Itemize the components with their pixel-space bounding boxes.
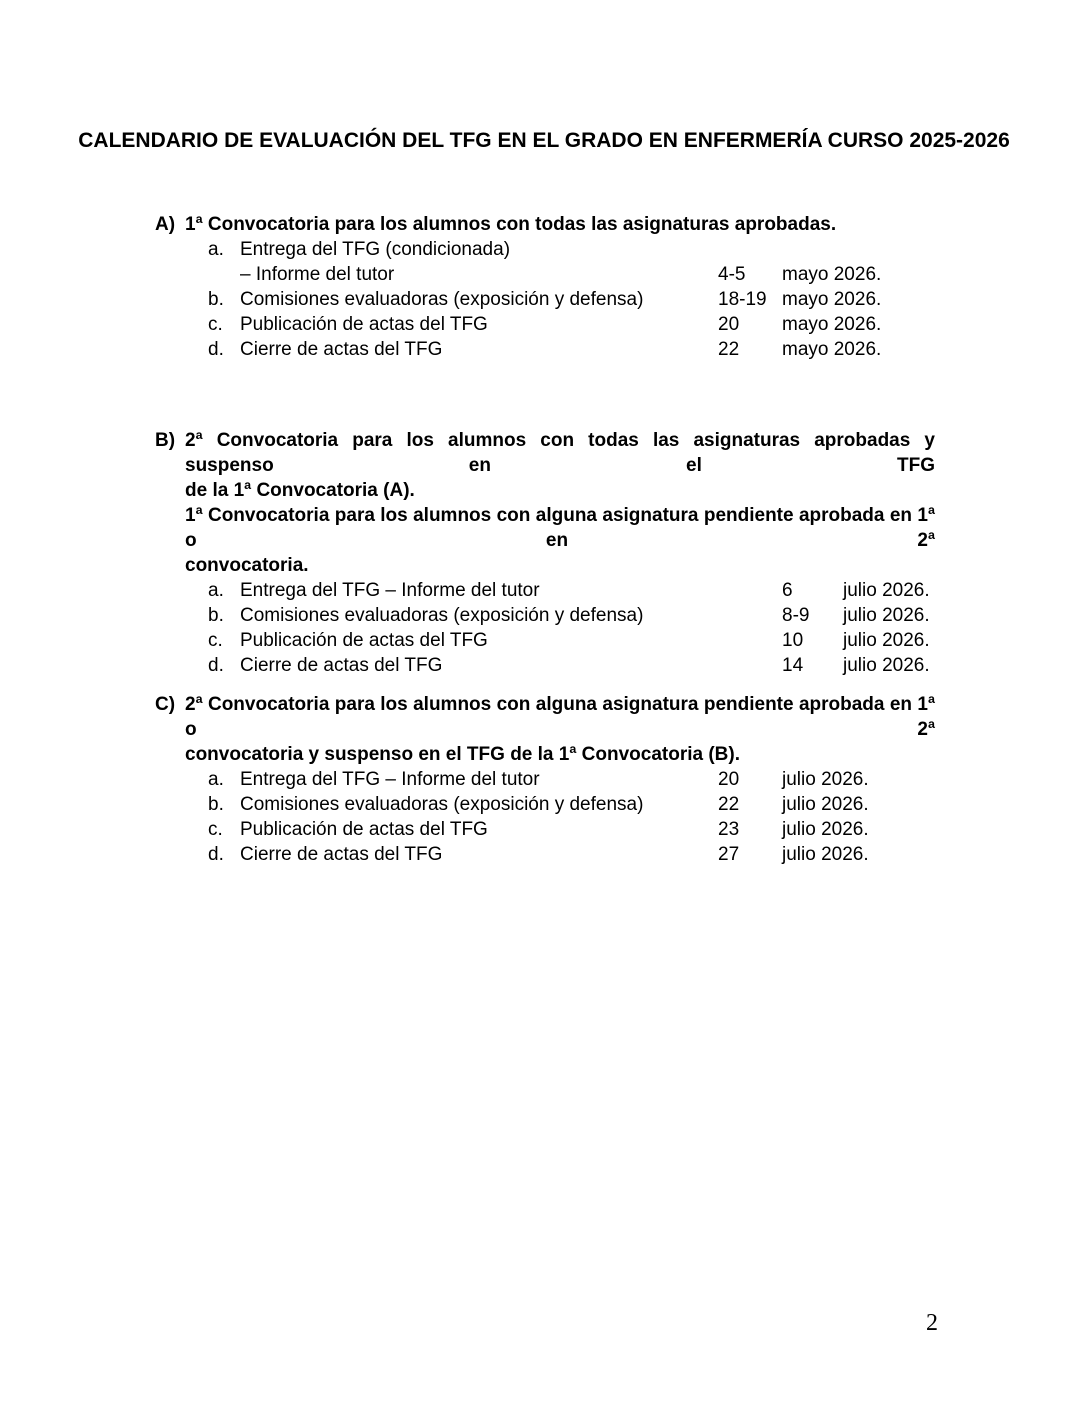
row-day [718,237,782,262]
row-month: mayo 2026. [782,264,882,285]
section-heading-line: 2ª Convocatoria para los alumnos con todas las asignaturas aprobadas y suspenso en el TFG [185,430,935,476]
section-a [155,212,935,362]
row-marker: d. [208,339,224,360]
row-day: 22 [718,339,740,360]
row-month: mayo 2026. [782,289,882,310]
row-day: 20 [718,769,740,790]
row-day: 4-5 [718,264,746,285]
section-heading-line: 2ª Convocatoria para los alumnos con alguna asignatura pendiente aprobada en 1ª o 2ª [185,694,935,740]
row-marker: c. [208,819,223,840]
section-heading-text [185,428,935,578]
row-month: julio 2026. [843,605,930,626]
row-month: julio 2026. [782,794,869,815]
row-day: 18-19 [718,289,767,310]
calendar-row [155,312,935,337]
calendar-row [155,767,935,792]
row-day: 23 [718,819,740,840]
row-day: 14 [782,655,804,676]
row-marker: a. [208,580,224,601]
page-title: CALENDARIO DE EVALUACIÓN DEL TFG EN EL GRADO EN ENFERMERÍA CURSO 2025-2026 [78,129,1010,152]
calendar-row [155,628,935,653]
section-heading-line: de la 1ª Convocatoria (A). [185,480,415,501]
row-text: Publicación de actas del TFG [240,630,488,651]
row-month: julio 2026. [843,630,930,651]
row-month: julio 2026. [782,819,869,840]
calendar-row [155,653,935,678]
row-text: Cierre de actas del TFG [240,339,443,360]
row-marker: b. [208,605,224,626]
row-text: Comisiones evaluadoras (exposición y defensa) [240,605,644,626]
row-day: 20 [718,314,740,335]
section-heading-line: convocatoria. [185,555,309,576]
row-marker: a. [208,769,224,790]
row-text: Publicación de actas del TFG [240,819,488,840]
row-day: 27 [718,844,740,865]
row-text: Entrega del TFG – Informe del tutor [240,580,540,601]
row-text: Cierre de actas del TFG [240,844,443,865]
row-text: – Informe del tutor [240,264,395,285]
row-month: julio 2026. [843,580,930,601]
section-c-heading [155,692,935,767]
section-letter: C) [155,694,176,715]
row-day: 10 [782,630,804,651]
calendar-row [155,842,935,867]
page-number: 2 [926,1310,938,1336]
row-text: Comisiones evaluadoras (exposición y defensa) [240,794,644,815]
section-heading-line: 1ª Convocatoria para los alumnos con todas las asignaturas aprobadas. [185,214,837,235]
calendar-row [155,237,935,262]
row-day: 8-9 [782,605,810,626]
row-marker: c. [208,630,223,651]
row-day: 22 [718,794,740,815]
calendar-row [155,792,935,817]
calendar-row [155,817,935,842]
row-marker: d. [208,844,224,865]
row-text: Comisiones evaluadoras (exposición y defensa) [240,289,644,310]
calendar-row [155,337,935,362]
section-b [155,428,935,678]
row-month: julio 2026. [843,655,930,676]
row-marker: b. [208,289,224,310]
calendar-row [155,578,935,603]
row-text: Entrega del TFG (condicionada) [240,239,511,260]
row-month: julio 2026. [782,844,869,865]
section-heading-line: 1ª Convocatoria para los alumnos con alguna asignatura pendiente aprobada en 1ª o en 2ª [185,505,935,551]
section-a-heading [155,212,935,237]
section-heading-text [185,692,935,767]
section-b-heading [155,428,935,578]
calendar-row [155,287,935,312]
row-text: Cierre de actas del TFG [240,655,443,676]
row-marker: b. [208,794,224,815]
calendar-row [155,603,935,628]
section-c [155,692,935,867]
row-marker [208,262,240,287]
calendar-row [155,262,935,287]
section-letter: A) [155,214,176,235]
section-letter: B) [155,430,176,451]
section-heading-text [185,212,935,237]
row-month: mayo 2026. [782,339,882,360]
row-marker: c. [208,314,223,335]
row-marker: a. [208,239,224,260]
section-heading-line: convocatoria y suspenso en el TFG de la 1ª Convocatoria (B). [185,744,740,765]
row-month [782,237,935,262]
row-text: Publicación de actas del TFG [240,314,488,335]
row-month: julio 2026. [782,769,869,790]
row-marker: d. [208,655,224,676]
row-text: Entrega del TFG – Informe del tutor [240,769,540,790]
row-month: mayo 2026. [782,314,882,335]
row-day: 6 [782,580,793,601]
